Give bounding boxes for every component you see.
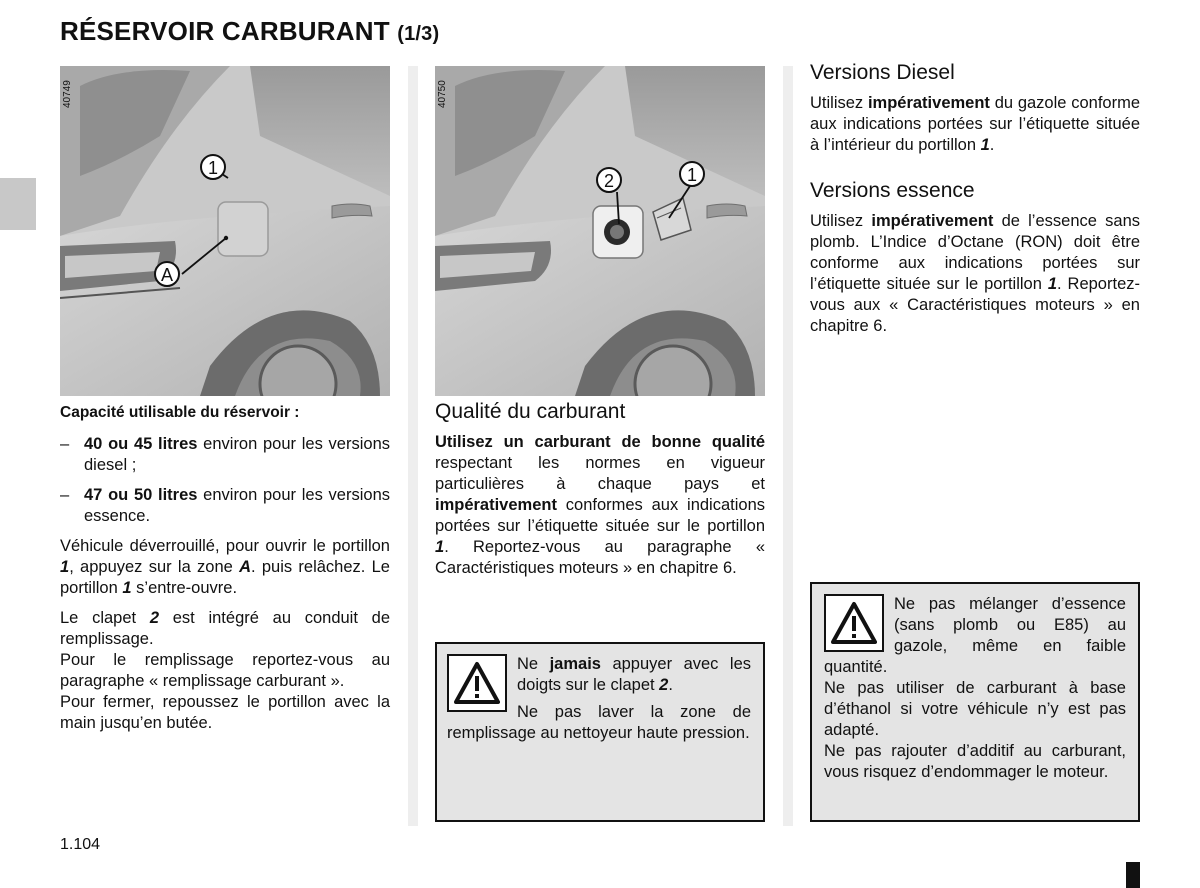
list-item	[60, 434, 390, 476]
callout-1: 1	[207, 158, 219, 178]
text-run: Utilisez	[810, 94, 868, 112]
warning-ethanol-text: Ne pas utiliser de carburant à base d’éthanol si votre véhicule n’y est pas adapté.	[824, 679, 1126, 739]
ref-2: 2	[149, 609, 160, 627]
dash-bullet: –	[60, 435, 70, 453]
ref-A: A	[239, 558, 251, 576]
text-run: de l’essence sans plomb. L’Indice d’Octane (RON) doit être conforme aux indications portées sur l’étiquette située sur le portillon	[810, 212, 1140, 293]
ref-1: 1	[122, 579, 132, 597]
callout-A: A	[160, 265, 174, 285]
text-run: . Reportez-vous au paragraphe « Caractéristiques moteurs » en chapitre 6.	[435, 538, 765, 577]
fuel-quality-paragraph	[435, 432, 765, 579]
open-flap-paragraph	[60, 536, 390, 599]
valve-paragraph	[60, 608, 390, 650]
column-divider	[408, 66, 418, 826]
ref-1: 1	[60, 558, 70, 576]
page-title-part: (1/3)	[397, 23, 440, 45]
dash-bullet: –	[60, 486, 70, 504]
text-run: . puis relâchez. Le portillon	[60, 558, 390, 597]
text-run: conformes aux indications portées sur l’étiquette située sur le portillon	[435, 496, 765, 535]
text-run: est intégré au conduit de remplissage.	[60, 609, 390, 648]
warning-box-fuel-mixing	[810, 582, 1140, 822]
warning-mixing-text: Ne pas mélanger d’essence (sans plomb ou E85) au gazole, même en faible quantité.	[824, 595, 1126, 676]
text-bold: impérativement	[871, 212, 994, 230]
callout-2: 2	[603, 171, 615, 191]
column-1-text	[60, 402, 390, 734]
warning-triangle-icon	[824, 594, 884, 652]
capacity-heading: Capacité utilisable du réservoir :	[60, 404, 300, 421]
callout-1: 1	[686, 165, 698, 185]
ref-1: 1	[1047, 275, 1058, 293]
text-run: , appuyez sur la zone	[69, 558, 240, 576]
page-title	[60, 16, 439, 47]
figure-ref-number: 40750	[437, 80, 448, 108]
figure-ref-number: 40749	[62, 80, 73, 108]
text-run: du gazole conforme aux indications portées sur l’étiquette située à l’intérieur du portillon	[810, 94, 1140, 154]
text-bold: jamais	[549, 655, 601, 673]
warning-additive-text: Ne pas rajouter d’additif au carburant, vous risquez d’endommager le moteur.	[824, 742, 1126, 781]
car-rear-open-illustration	[435, 66, 765, 396]
capacity-diesel-value: 40 ou 45 litres	[84, 435, 198, 453]
text-run: respectant les normes en vigueur particulières à chaque pays et	[435, 454, 765, 493]
text-run: .	[989, 136, 995, 154]
text-run: Utilisez	[810, 212, 872, 230]
warning-box-valve	[435, 642, 765, 822]
text-run: appuyer avec les doigts sur le clapet	[517, 655, 752, 694]
text-run: Ne	[517, 655, 550, 673]
text-run: Le clapet	[60, 609, 150, 627]
warning-triangle-icon	[447, 654, 507, 712]
diesel-paragraph	[810, 93, 1140, 156]
warning-valve-text-2: Ne pas laver la zone de remplissage au nettoyeur haute pression.	[447, 703, 751, 742]
ref-1: 1	[980, 136, 990, 154]
page-title-text: RÉSERVOIR CARBURANT	[60, 16, 390, 46]
text-bold: Utilisez un carburant de bonne qualité	[435, 433, 765, 451]
capacity-petrol-text: environ pour les versions essence.	[84, 486, 390, 525]
refuel-paragraph: Pour le remplissage reportez-vous au paragraphe « remplissage carburant ».	[60, 651, 390, 690]
text-run: .	[668, 676, 673, 694]
column-3-text	[810, 62, 1140, 346]
text-run: Véhicule déverrouillé, pour ouvrir le portillon	[60, 537, 390, 555]
diesel-heading: Versions Diesel	[810, 61, 955, 84]
petrol-heading: Versions essence	[810, 179, 975, 202]
figure-fuel-flap-open	[435, 66, 765, 396]
car-rear-closed-illustration	[60, 66, 390, 396]
close-paragraph: Pour fermer, repoussez le portillon avec la main jusqu’en butée.	[60, 693, 390, 732]
column-2-text	[435, 401, 765, 588]
capacity-petrol-value: 47 ou 50 litres	[84, 486, 198, 504]
text-bold: impérativement	[867, 94, 990, 112]
page-number: 1.104	[60, 836, 101, 853]
list-item	[60, 485, 390, 527]
capacity-diesel-text: environ pour les versions diesel ;	[84, 435, 390, 474]
text-run: . Reportez-vous aux « Caractéristiques moteurs » en chapitre 6.	[810, 275, 1140, 335]
page-edge-mark	[1126, 862, 1140, 888]
figure-fuel-flap-closed	[60, 66, 390, 396]
text-run: s’entre-ouvre.	[131, 579, 238, 597]
petrol-paragraph	[810, 211, 1140, 337]
ref-2: 2	[659, 676, 669, 694]
text-bold: impérativement	[435, 496, 557, 514]
ref-1: 1	[435, 538, 445, 556]
chapter-tab	[0, 178, 36, 230]
fuel-quality-heading: Qualité du carburant	[435, 400, 626, 423]
column-divider	[783, 66, 793, 826]
